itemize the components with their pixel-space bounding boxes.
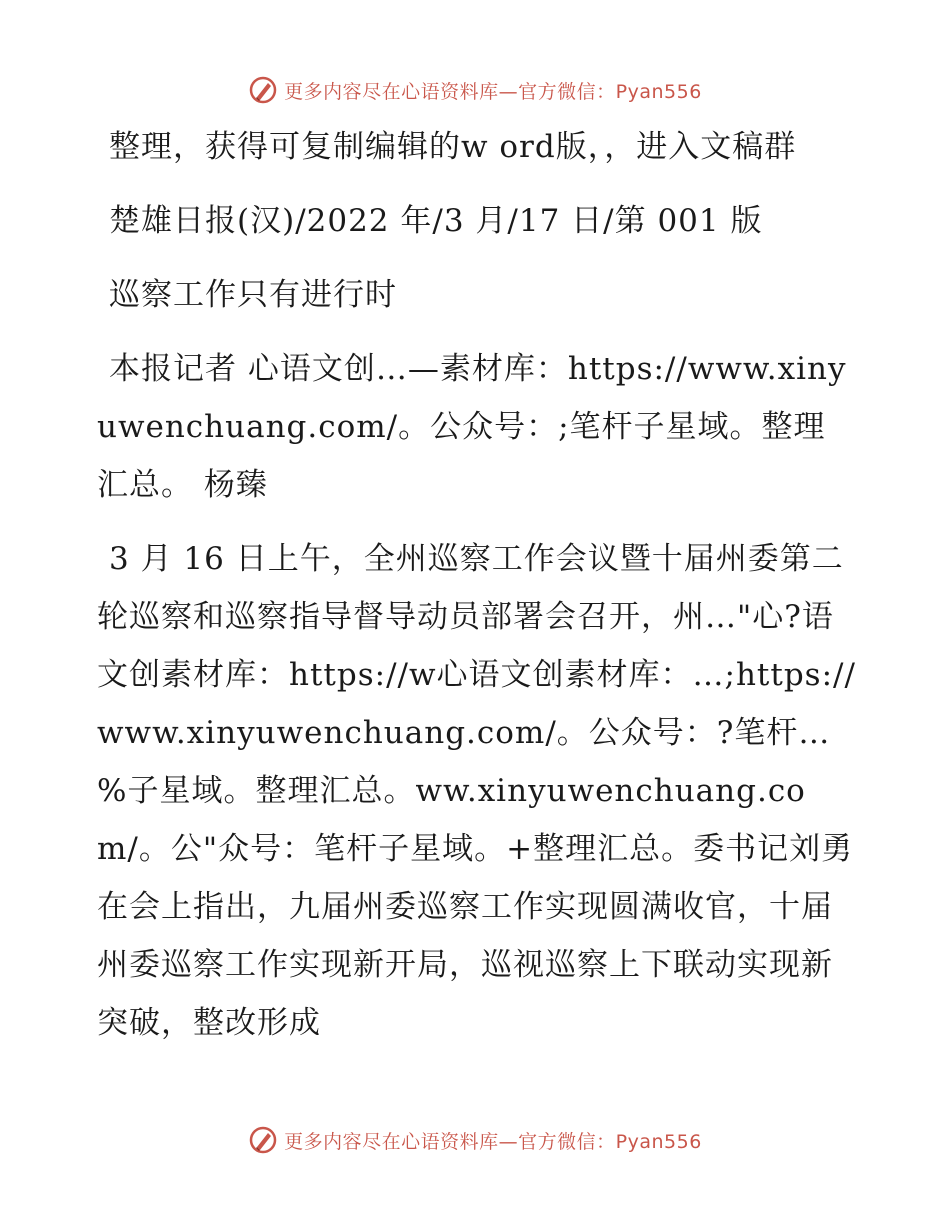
footer-banner-main: 更多内容尽在心语资料库 <box>284 1130 499 1153</box>
header-banner <box>0 70 950 110</box>
pen-logo-icon <box>248 75 278 105</box>
footer-banner <box>0 1120 950 1160</box>
paragraph-source: 楚雄日报(汉)/2022 年/3 月/17 日/第 001 版 <box>109 203 763 239</box>
footer-banner-text <box>284 1127 702 1154</box>
header-banner-main: 更多内容尽在心语资料库 <box>284 80 499 103</box>
paragraph-byline: 本报记者 心语文创…—素材库：https://www.xinyuwenchuang.com/。公众号：;笔杆子星域。整理汇总。 杨臻 <box>97 351 847 503</box>
footer-banner-separator: — <box>498 1130 519 1153</box>
header-banner-contact: 官方微信：Pyan556 <box>518 80 702 103</box>
paragraph-body: 3 月 16 日上午，全州巡察工作会议暨十届州委第二轮巡察和巡察指导督导动员部署会召开，州…"心?语文创素材库：https://w心语文创素材库：…;https://www.xinyuwenchuang.com/。公众号：?笔杆…%子星域。整理汇总。ww.xinyuwenchuang.com/。公"众号：笔杆子星域。+整理汇总。委书记刘勇在会上指出，九届州委巡察工作实现圆满收官，十届州委巡察工作实现新开局，巡视巡察上下联动实现新突破，整改形成 <box>97 541 856 1041</box>
header-banner-separator: — <box>498 80 519 103</box>
article-title: 巡察工作只有进行时 <box>109 277 397 313</box>
header-banner-text <box>284 77 702 104</box>
footer-banner-contact: 官方微信：Pyan556 <box>518 1130 702 1153</box>
document-body <box>97 118 857 1052</box>
paragraph-intro: 整理，获得可复制编辑的w ord版，，进入文稿群 <box>109 129 797 165</box>
pen-logo-icon <box>248 1125 278 1155</box>
